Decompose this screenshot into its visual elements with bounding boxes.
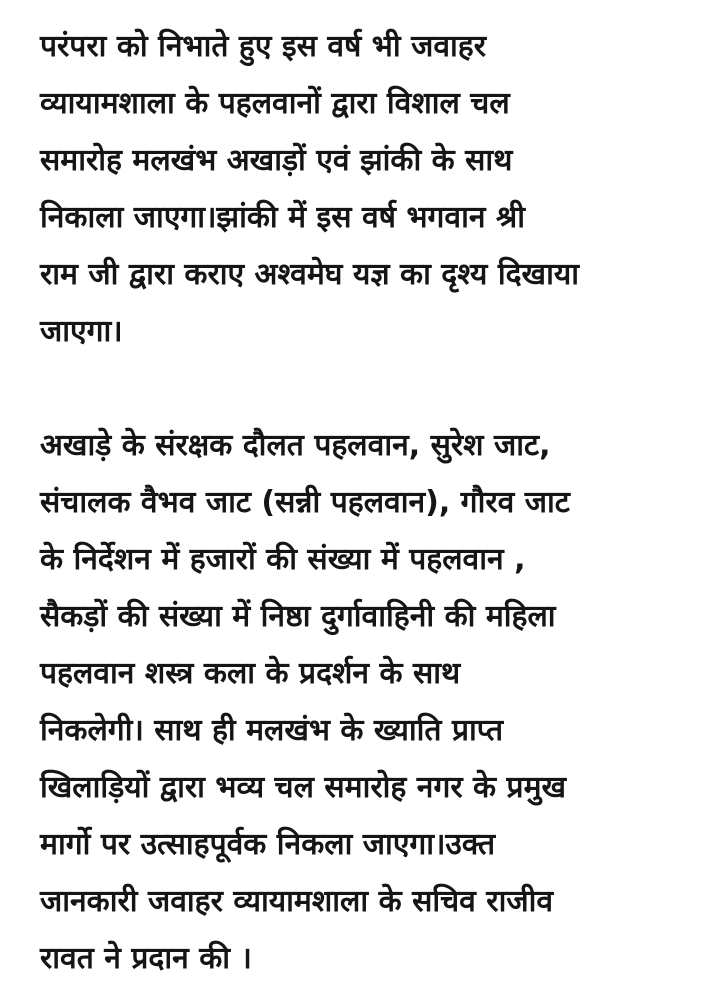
text-line: निकाला जाएगा।झांकी में इस वर्ष भगवान श्री <box>40 200 525 235</box>
text-line: सैकड़ों की संख्या में निष्ठा दुर्गावाहिनी की महिला <box>40 599 556 634</box>
paragraph-1 <box>40 18 710 360</box>
text-line: व्यायामशाला के पहलवानों द्वारा विशाल चल <box>40 86 510 121</box>
paragraph-gap <box>40 360 710 417</box>
text-line: परंपरा को निभाते हुए इस वर्ष भी जवाहर <box>40 29 487 64</box>
text-line: मार्गो पर उत्साहपूर्वक निकला जाएगा।उक्त <box>40 827 496 862</box>
text-line: रावत ने प्रदान की । <box>40 941 252 976</box>
text-line: समारोह मलखंभ अखाड़ों एवं झांकी के साथ <box>40 143 513 178</box>
text-line: जाएगा। <box>40 314 123 349</box>
text-line: निकलेगी। साथ ही मलखंभ के ख्याति प्राप्त <box>40 713 504 748</box>
text-line: संचालक वैभव जाट (सन्नी पहलवान), गौरव जाट <box>40 485 570 520</box>
text-line: पहलवान शस्त्र कला के प्रदर्शन के साथ <box>40 656 461 691</box>
text-line: जानकारी जवाहर व्यायामशाला के सचिव राजीव <box>40 884 554 919</box>
text-line: खिलाड़ियों द्वारा भव्य चल समारोह नगर के प्रमुख <box>40 770 567 805</box>
paragraph-2 <box>40 417 710 987</box>
text-line: के निर्देशन में हजारों की संख्या में पहलवान , <box>40 542 526 577</box>
text-line: राम जी द्वारा कराए अश्वमेघ यज्ञ का दृश्य दिखाया <box>40 257 580 292</box>
article-body <box>40 18 710 987</box>
text-line: अखाड़े के संरक्षक दौलत पहलवान, सुरेश जाट, <box>40 428 551 463</box>
